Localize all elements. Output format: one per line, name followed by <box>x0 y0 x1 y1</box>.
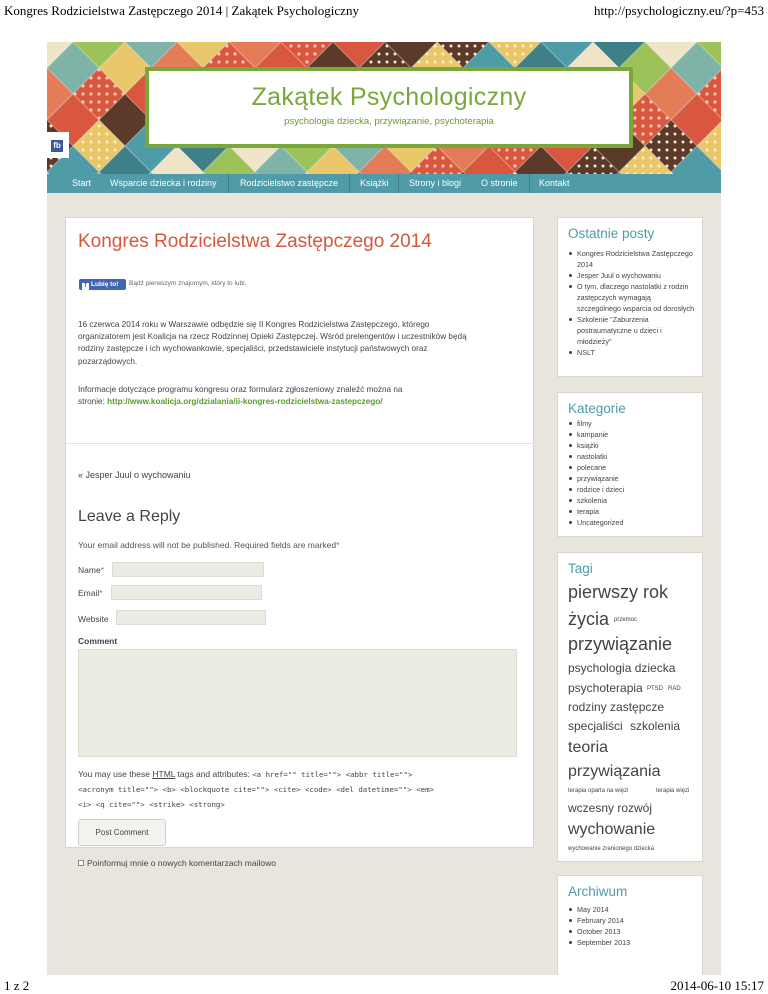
nav-separator <box>398 174 399 193</box>
category-item[interactable]: Uncategorized <box>568 517 696 528</box>
recent-post-item[interactable]: O tym, dlaczego nastolatki z rodzin zastępczych wymagają szczególnego wsparcia od dorosłych <box>568 281 696 314</box>
recent-post-item[interactable]: Szkolenie "Zaburzenia postraumatyczne u dzieci i młodzieży" <box>568 314 696 347</box>
print-header <box>0 0 768 22</box>
print-page-url: http://psychologiczny.eu/?p=453 <box>593 3 764 18</box>
category-item[interactable]: rodzice i dzieci <box>568 484 696 495</box>
nav-separator <box>349 174 350 193</box>
print-footer <box>0 976 768 994</box>
recent-post-item[interactable]: Kongres Rodzicielstwa Zastępczego 2014 <box>568 248 696 270</box>
website-field[interactable] <box>116 610 266 625</box>
paragraph-line: pozarządowych. <box>78 356 138 366</box>
post-paragraph-1 <box>78 319 467 368</box>
site-logo-box[interactable] <box>145 67 633 148</box>
category-item[interactable]: filmy <box>568 418 696 429</box>
category-item[interactable]: kampanie <box>568 429 696 440</box>
tags-text: You may use these <box>78 769 153 779</box>
tag-link[interactable]: wychowanie zranionego dziecka <box>568 846 655 852</box>
nav-separator <box>228 174 229 193</box>
tag-link[interactable]: terapia oparta na więzi <box>568 788 629 794</box>
print-datetime: 2014-06-10 15:17 <box>670 978 764 993</box>
nav-item-kontakt[interactable]: Kontakt <box>539 178 570 188</box>
paragraph-line <box>78 396 402 408</box>
notify-label: Poinformuj mnie o nowych komentarzach mailowo <box>87 858 276 868</box>
email-field[interactable] <box>111 585 262 600</box>
label-text: Email <box>78 588 100 598</box>
name-field[interactable] <box>112 562 264 577</box>
tag-link[interactable]: rodziny zastępcze <box>568 700 665 714</box>
category-item[interactable]: książki <box>568 440 696 451</box>
tag-link[interactable]: życia <box>568 609 610 629</box>
recent-post-item[interactable]: NSLT <box>568 347 696 358</box>
previous-post-link[interactable]: « Jesper Juul o wychowaniu <box>78 470 191 480</box>
recent-posts-widget <box>557 217 703 377</box>
tags-code: <a href="" title=""> <abbr title=""> <box>252 770 413 779</box>
facebook-icon: f <box>82 283 89 290</box>
archive-item[interactable]: October 2013 <box>568 926 696 937</box>
tag-link[interactable]: przywiązania <box>568 763 661 780</box>
paragraph-line: rodziny zastępcze i ich wychowankowie, specjaliści, przedstawiciele instytucji państwowych oraz <box>78 344 428 354</box>
website-label: Website <box>78 614 109 624</box>
allowed-tags-line-1 <box>78 769 412 779</box>
paragraph-line: 16 czerwca 2014 roku w Warszawie odbędzie się II Kongres Rodzicielstwa Zastępczego, którego <box>78 320 430 329</box>
archive-title: Archiwum <box>568 884 628 899</box>
recent-posts-title: Ostatnie posty <box>568 226 655 241</box>
tags-code: <acronym title=""> <b> <blockquote cite=""> <cite> <code> <del datetime=""> <em> <box>78 785 434 794</box>
allowed-tags-line-2 <box>78 784 434 794</box>
tag-link[interactable]: teoria <box>568 739 609 756</box>
link-prefix: stronie: <box>78 397 108 407</box>
nav-item-strony[interactable]: Strony i blogi <box>409 178 462 188</box>
allowed-tags-line-3 <box>78 799 225 809</box>
tag-link[interactable]: psychologia dziecka <box>568 661 676 675</box>
tag-link[interactable]: wczesny rozwój <box>568 801 653 815</box>
comment-label: Comment <box>78 636 118 646</box>
tag-link[interactable]: PTSD <box>647 686 664 692</box>
tag-link[interactable]: specjaliści <box>568 719 623 733</box>
post-comment-button[interactable]: Post Comment <box>78 819 166 846</box>
categories-list <box>568 418 696 528</box>
label-text: Name <box>78 565 101 575</box>
web-page <box>47 42 721 975</box>
reply-note <box>78 540 339 550</box>
post-paragraph-2 <box>78 384 402 408</box>
category-item[interactable]: nastolatki <box>568 451 696 462</box>
archive-list <box>568 904 696 948</box>
category-item[interactable]: szkolenia <box>568 495 696 506</box>
header-banner <box>47 42 721 174</box>
name-label <box>78 565 104 575</box>
like-text: Bądź pierwszym znajomym, który to lubi. <box>129 280 247 287</box>
facebook-icon[interactable]: fb <box>51 140 63 152</box>
category-item[interactable]: terapia <box>568 506 696 517</box>
notify-checkbox[interactable] <box>78 860 84 866</box>
nav-separator <box>529 174 530 193</box>
nav-item-ksiazki[interactable]: Książki <box>360 178 389 188</box>
post-title: Kongres Rodzicielstwa Zastępczego 2014 <box>78 231 432 252</box>
post-content <box>65 217 534 868</box>
required-mark: * <box>99 588 103 598</box>
tags-title: Tagi <box>568 561 593 576</box>
tag-link[interactable]: RAD <box>668 686 681 692</box>
category-item[interactable]: polecane <box>568 462 696 473</box>
koalicja-link[interactable]: http://www.koalicja.org/dzialania/ii-kongres-rodzicielstwa-zastepczego/ <box>107 397 383 407</box>
tag-link[interactable]: przemoc <box>614 617 638 623</box>
archive-item[interactable]: September 2013 <box>568 937 696 948</box>
tag-link[interactable]: szkolenia <box>630 719 681 733</box>
category-item[interactable]: przywiązanie <box>568 473 696 484</box>
archive-widget <box>557 875 703 975</box>
recent-posts-list <box>568 248 696 358</box>
email-label <box>78 588 103 598</box>
tag-link[interactable]: pierwszy rok <box>568 582 669 602</box>
tag-link[interactable]: psychoterapia <box>568 681 643 695</box>
tags-text: tags and attributes: <box>175 769 253 779</box>
required-mark: * <box>336 540 340 550</box>
facebook-box[interactable] <box>47 132 69 158</box>
reply-title: Leave a Reply <box>78 508 181 525</box>
tags-code: <i> <q cite=""> <strike> <strong> <box>78 800 225 809</box>
print-page-title: Kongres Rodzicielstwa Zastępczego 2014 | Zakątek Psychologiczny <box>4 3 359 18</box>
recent-post-item[interactable]: Jesper Juul o wychowaniu <box>568 270 696 281</box>
required-mark: * <box>100 565 104 575</box>
comment-textarea[interactable] <box>78 649 517 757</box>
categories-title: Kategorie <box>568 401 626 416</box>
tag-link[interactable]: terapia więzi <box>656 788 690 794</box>
paragraph-line: organizatorem jest Koalicja na rzecz Rodzinnej Opieki Zastępczej. Wśród prelengentów i uczestników będą <box>78 332 467 342</box>
tag-link[interactable]: przywiązanie <box>568 634 673 654</box>
html-abbr: HTML <box>152 769 176 779</box>
note-text: Your email address will not be published. Required fields are marked <box>78 540 337 550</box>
tags-widget <box>557 552 703 862</box>
paragraph-line: Informacje dotyczące programu kongresu oraz formularz zgłoszeniowy znaleźć można na <box>78 385 403 394</box>
print-page-number: 1 z 2 <box>4 978 30 993</box>
archive-item[interactable]: February 2014 <box>568 915 696 926</box>
nav-item-wsparcie[interactable]: Wsparcie dziecka i rodziny <box>110 178 217 188</box>
nav-item-o-stronie[interactable]: O stronie <box>481 178 518 188</box>
notify-option[interactable] <box>78 858 276 868</box>
like-label: Lubię to! <box>91 281 119 288</box>
site-title[interactable]: Zakątek Psychologiczny <box>251 83 527 111</box>
categories-widget <box>557 392 703 537</box>
main-nav <box>47 174 721 193</box>
facebook-like-button[interactable] <box>79 279 126 290</box>
nav-item-rodzicielstwo[interactable]: Rodzicielstwo zastępcze <box>240 178 339 188</box>
archive-item[interactable]: May 2014 <box>568 904 696 915</box>
tag-link[interactable]: wychowanie <box>568 821 656 838</box>
site-tagline: psychologia dziecka, przywiązanie, psychoterapia <box>284 116 494 127</box>
divider <box>66 443 535 444</box>
nav-item-start[interactable]: Start <box>72 178 92 188</box>
